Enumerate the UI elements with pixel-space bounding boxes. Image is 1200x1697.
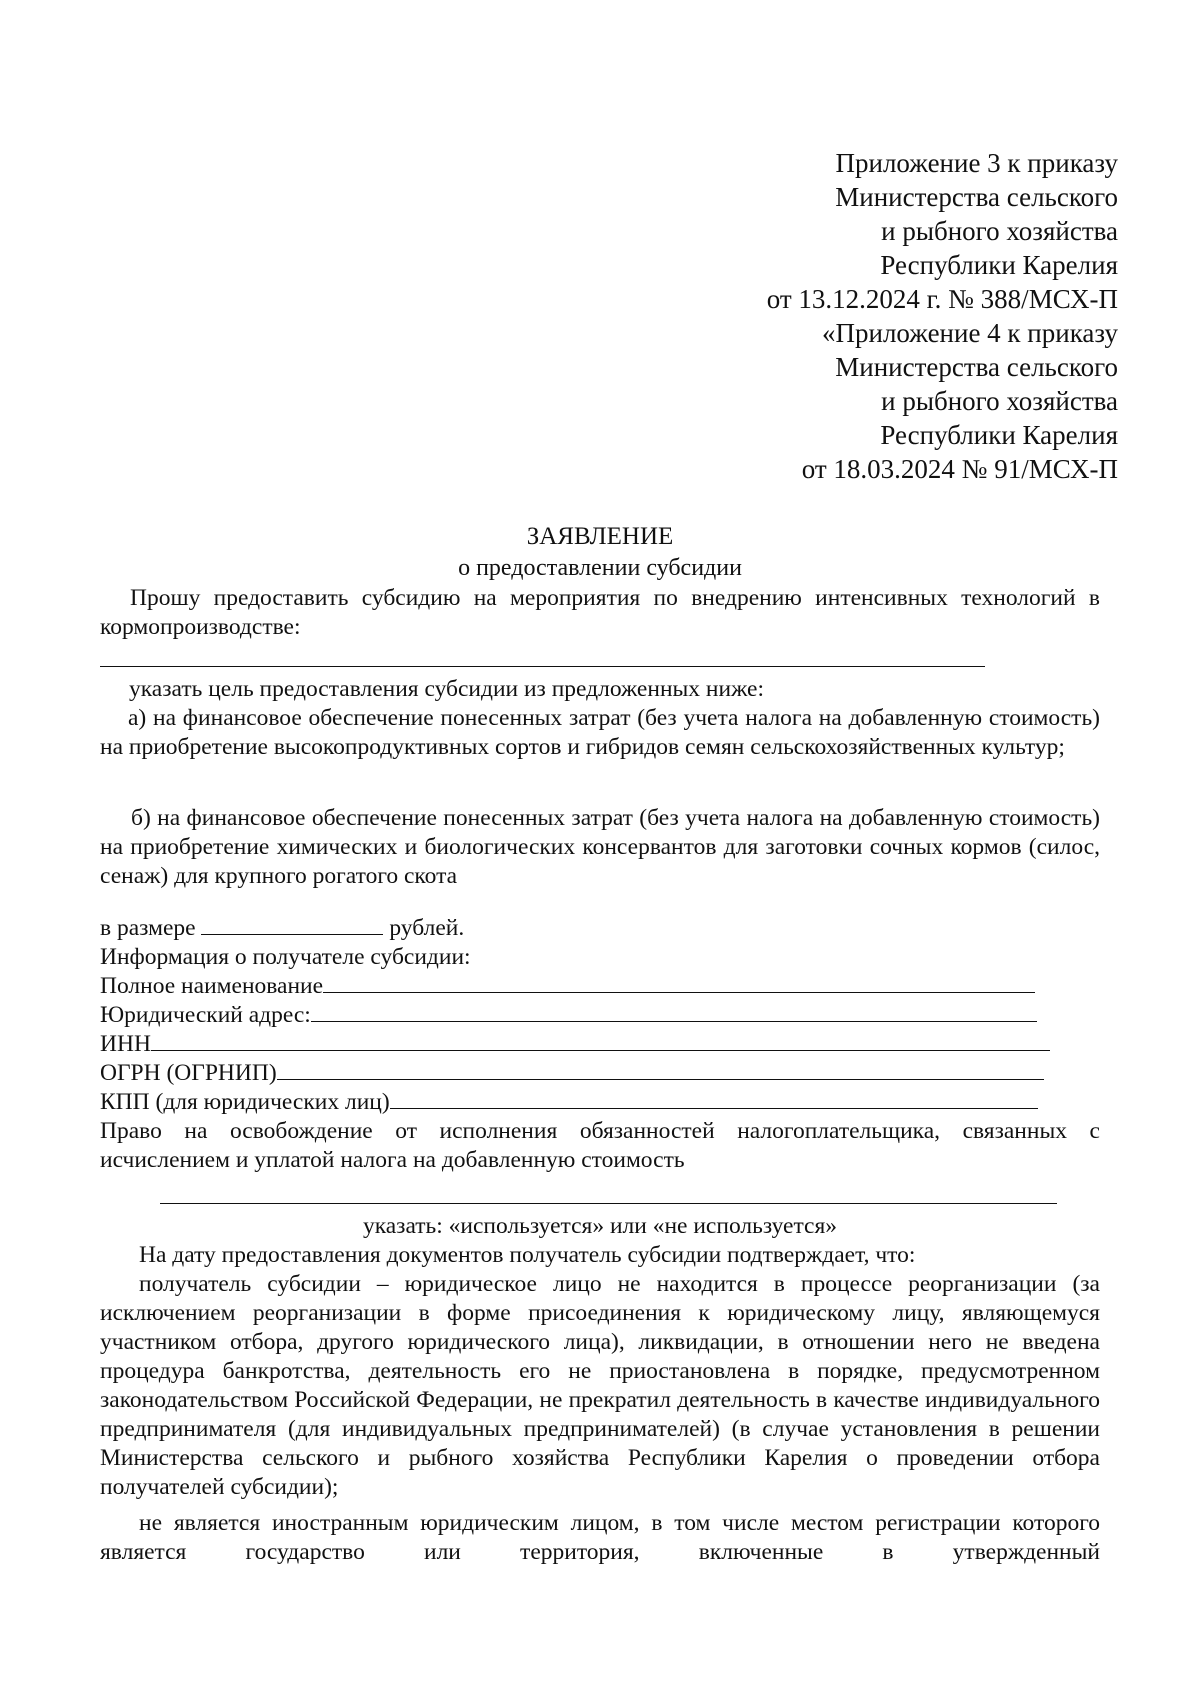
request-paragraph: Прошу предоставить субсидию на мероприятия по внедрению интенсивных технологий в кормопроизводстве: bbox=[100, 585, 1100, 640]
confirm-intro: На дату предоставления документов получатель субсидии подтверждает, что: bbox=[139, 1242, 916, 1268]
ogrn-input-line[interactable] bbox=[277, 1078, 1044, 1080]
header-line: Республики Карелия bbox=[880, 420, 1118, 450]
kpp-input-line[interactable] bbox=[390, 1107, 1038, 1109]
amount-suffix: рублей. bbox=[389, 915, 465, 941]
purpose-input-line[interactable] bbox=[100, 666, 985, 667]
inn-row bbox=[100, 1030, 1050, 1059]
appendix-header bbox=[767, 146, 1118, 486]
header-line: Приложение 3 к приказу bbox=[835, 148, 1118, 178]
ogrn-row bbox=[100, 1059, 1044, 1088]
header-line: «Приложение 4 к приказу bbox=[822, 318, 1118, 348]
recipient-info-heading: Информация о получателе субсидии: bbox=[100, 944, 471, 970]
document-subtitle: о предоставлении субсидии bbox=[458, 555, 742, 581]
full-name-label: Полное наименование bbox=[100, 973, 324, 999]
kpp-row bbox=[100, 1088, 1038, 1117]
inn-label: ИНН bbox=[100, 1031, 151, 1057]
vat-input-line[interactable] bbox=[160, 1203, 1057, 1204]
legal-address-input-line[interactable] bbox=[311, 1020, 1037, 1022]
vat-hint: указать: «используется» или «не используется» bbox=[362, 1213, 838, 1239]
confirm-item-2: не является иностранным юридическим лицом, в том числе местом регистрации которого является государство или территория, включенные в утвержденный bbox=[100, 1510, 1100, 1565]
inn-input-line[interactable] bbox=[151, 1049, 1050, 1051]
vat-paragraph: Право на освобождение от исполнения обязанностей налогоплательщика, связанных с исчислением и уплатой налога на добавленную стоимость bbox=[100, 1118, 1100, 1173]
header-line: Республики Карелия bbox=[880, 250, 1118, 280]
confirm-item-1: получатель субсидии – юридическое лицо не находится в процессе реорганизации (за исключением реорганизации в форме присоединения к юридическому лицу, являющемуся участником отбора, другого юридического лица), ликвидации, в отношении него не введена процедура банкротства, деятельность его не приостановлена в порядке, предусмотренном законодательством Российской Федерации, не прекратил деятельность в качестве индивидуального предпринимателя (для индивидуальных предпринимателей) (в случае установления в решении Министерства сельского и рыбного хозяйства Республики Карелия о проведении отбора получателей субсидии); bbox=[100, 1271, 1100, 1500]
header-line: от 13.12.2024 г. № 388/МСХ-П bbox=[766, 284, 1118, 314]
ogrn-label: ОГРН (ОГРНИП) bbox=[100, 1060, 277, 1086]
option-b: б) на финансовое обеспечение понесенных затрат (без учета налога на добавленную стоимость) на приобретение химических и биологических консервантов для заготовки сочных кормов (силос, сенаж) для крупного рогатого скота bbox=[100, 805, 1100, 889]
amount-input-line[interactable] bbox=[201, 933, 383, 935]
header-line: Министерства сельского bbox=[835, 182, 1118, 212]
purpose-hint: указать цель предоставления субсидии из предложенных ниже: bbox=[129, 676, 764, 702]
kpp-label: КПП (для юридических лиц) bbox=[100, 1089, 390, 1115]
document-title: ЗАЯВЛЕНИЕ bbox=[526, 523, 674, 550]
option-a: а) на финансовое обеспечение понесенных затрат (без учета налога на добавленную стоимость) на приобретение высокопродуктивных сортов и гибридов семян сельскохозяйственных культур; bbox=[100, 705, 1100, 760]
amount-row bbox=[100, 914, 464, 943]
amount-prefix: в размере bbox=[100, 915, 196, 941]
legal-address-label: Юридический адрес: bbox=[100, 1002, 311, 1028]
legal-address-row bbox=[100, 1001, 1037, 1030]
full-name-input-line[interactable] bbox=[323, 991, 1035, 993]
header-line: Министерства сельского bbox=[835, 352, 1118, 382]
header-line: и рыбного хозяйства bbox=[881, 216, 1118, 246]
full-name-row bbox=[100, 972, 1035, 1001]
header-line: от 18.03.2024 № 91/МСХ-П bbox=[801, 454, 1118, 484]
header-line: и рыбного хозяйства bbox=[881, 386, 1118, 416]
